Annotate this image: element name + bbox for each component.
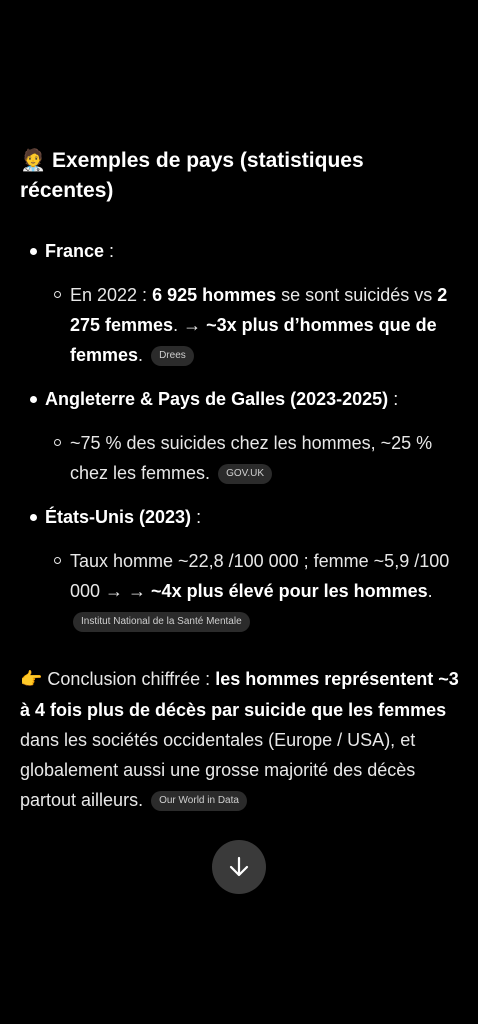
conclusion-bold: les hommes représentent ~3 à 4 fois plus de décès par suicide que les femmes <box>20 669 459 720</box>
country-name: Angleterre & Pays de Galles (2023-2025) <box>45 389 389 409</box>
scroll-down-button[interactable] <box>212 840 266 894</box>
country-list <box>20 236 462 636</box>
country-suffix: : <box>104 241 115 261</box>
source-chip-gov-uk[interactable]: GOV.UK <box>218 464 272 484</box>
country-name: France <box>45 241 105 261</box>
conclusion-paragraph <box>20 664 462 815</box>
source-chip-nimh[interactable]: Institut National de la Santé Mentale <box>73 612 250 632</box>
stat-text: ~75 % des suicides chez les hommes, ~25 % chez les femmes. <box>70 433 433 483</box>
stat-text: . <box>138 345 144 365</box>
health-worker-icon: 🧑‍⚕️ <box>20 148 47 172</box>
section-title-text: Exemples de pays (statistiques récentes) <box>20 149 364 202</box>
list-item <box>45 546 462 636</box>
stat-bold: ~3x plus d’hommes que de femmes <box>70 315 437 365</box>
stat-bold: ~4x plus élevé pour les hommes <box>151 581 428 601</box>
arrow-down-icon <box>228 855 250 879</box>
conclusion-text: Conclusion chiffrée : <box>42 669 216 689</box>
stat-bold: 6 925 hommes <box>152 285 277 305</box>
stat-text: En 2022 : <box>70 285 153 305</box>
source-chip-drees[interactable]: Drees <box>151 346 194 366</box>
sub-list <box>45 546 462 636</box>
country-item-usa <box>20 502 462 636</box>
source-chip-owid[interactable]: Our World in Data <box>151 791 247 811</box>
stat-text: . <box>427 581 433 601</box>
country-item-england-wales <box>20 384 462 488</box>
section-title <box>20 145 462 206</box>
country-item-france <box>20 236 462 370</box>
stat-text: . → <box>173 315 207 335</box>
stat-text: Taux homme ~22,8 /100 000 ; femme ~5,9 /100 000 → → <box>70 551 450 601</box>
stat-bold: 2 275 femmes <box>70 285 448 335</box>
pointing-hand-icon: 👉 <box>20 669 43 690</box>
sub-list <box>45 280 462 370</box>
sub-list <box>45 428 462 488</box>
bottom-fade <box>0 884 478 1024</box>
list-item <box>45 428 462 488</box>
list-item <box>45 280 462 370</box>
country-name: États-Unis (2023) <box>45 507 192 527</box>
country-suffix: : <box>388 389 399 409</box>
message-content <box>20 145 462 833</box>
stat-text: se sont suicidés vs <box>276 285 438 305</box>
conclusion-text: dans les sociétés occidentales (Europe / USA), et globalement aussi une grosse majorité des décès partout ailleurs. <box>20 730 416 810</box>
country-suffix: : <box>191 507 202 527</box>
